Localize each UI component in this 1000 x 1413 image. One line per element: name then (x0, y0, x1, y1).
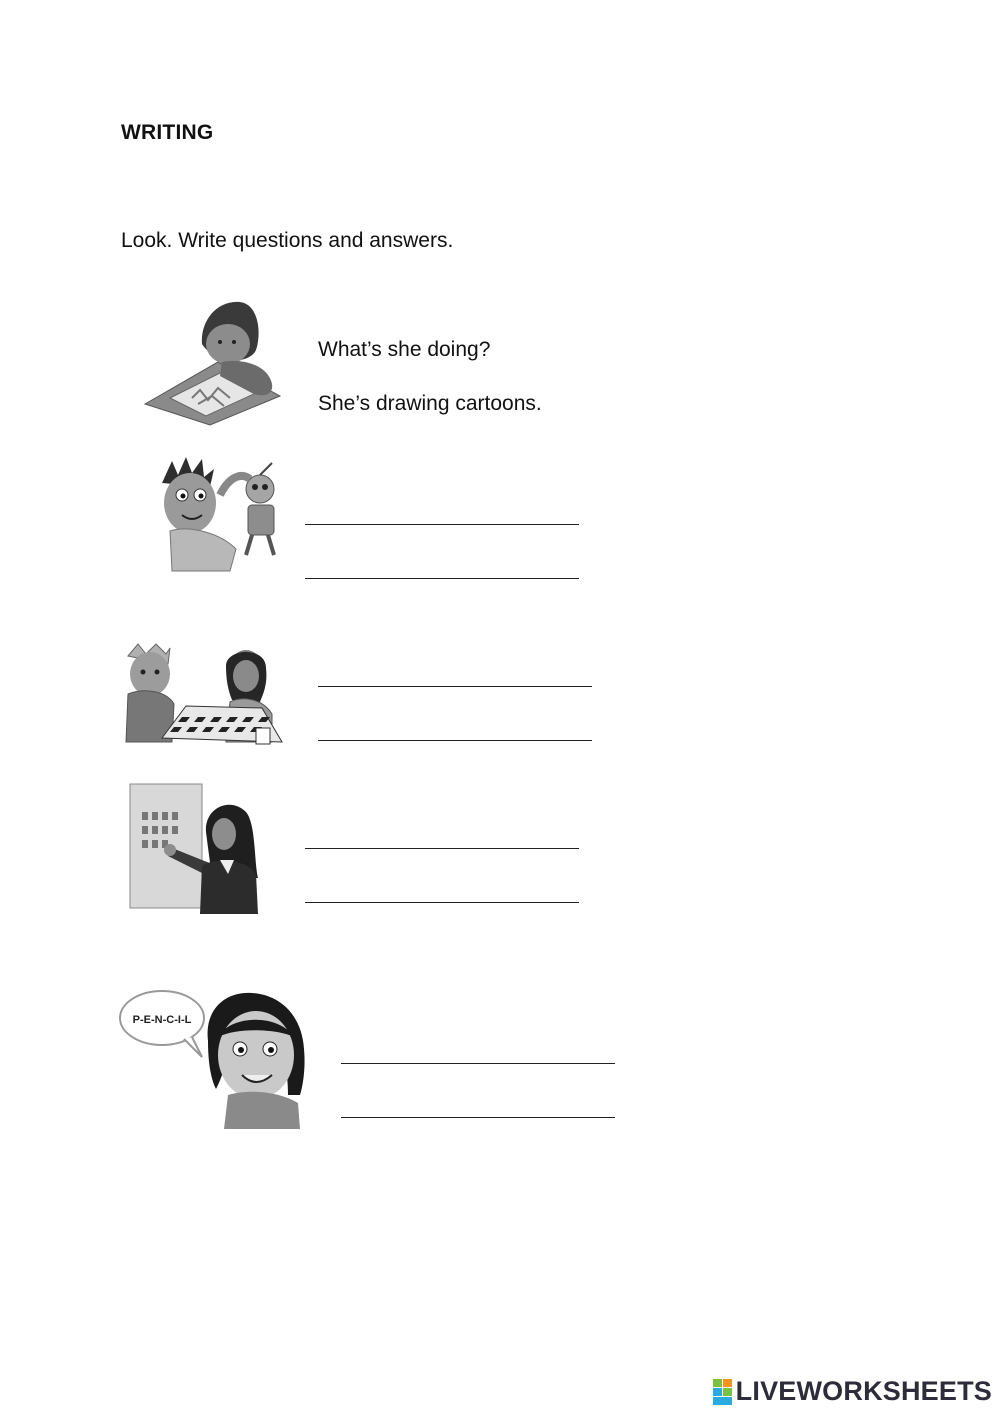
answer-line (305, 524, 579, 525)
answer-line (305, 578, 579, 579)
item4-question-input[interactable] (341, 1033, 619, 1063)
girl-spelling-image (118, 985, 313, 1130)
instruction-text: Look. Write questions and answers. (121, 229, 454, 252)
item1-question-input[interactable] (305, 494, 583, 524)
answer-line (318, 740, 592, 741)
worksheet-title: WRITING (121, 121, 214, 144)
item1-answer-input[interactable] (305, 548, 583, 578)
answer-line (305, 848, 579, 849)
liveworksheets-badge-icon (713, 1379, 733, 1405)
answer-line (341, 1063, 615, 1064)
brand-name: LIVEWORKSHEETS (735, 1376, 992, 1406)
item2-answer-input[interactable] (318, 710, 596, 740)
item2-question-input[interactable] (318, 656, 596, 686)
item3-answer-input[interactable] (305, 872, 583, 902)
answer-line (341, 1117, 615, 1118)
item3-question-input[interactable] (305, 818, 583, 848)
boy-robot-image (160, 455, 290, 573)
speech-bubble-text: P-E-N-C-I-L (132, 1014, 192, 1026)
item4-answer-input[interactable] (341, 1087, 619, 1117)
children-chess-image (122, 642, 297, 750)
answer-line (318, 686, 592, 687)
answer-line (305, 902, 579, 903)
example-answer: She’s drawing cartoons. (318, 392, 542, 415)
girl-drawing-image (140, 292, 285, 427)
girl-chart-image (128, 782, 263, 917)
example-question: What’s she doing? (318, 338, 491, 361)
liveworksheets-logo[interactable] (713, 1376, 992, 1407)
